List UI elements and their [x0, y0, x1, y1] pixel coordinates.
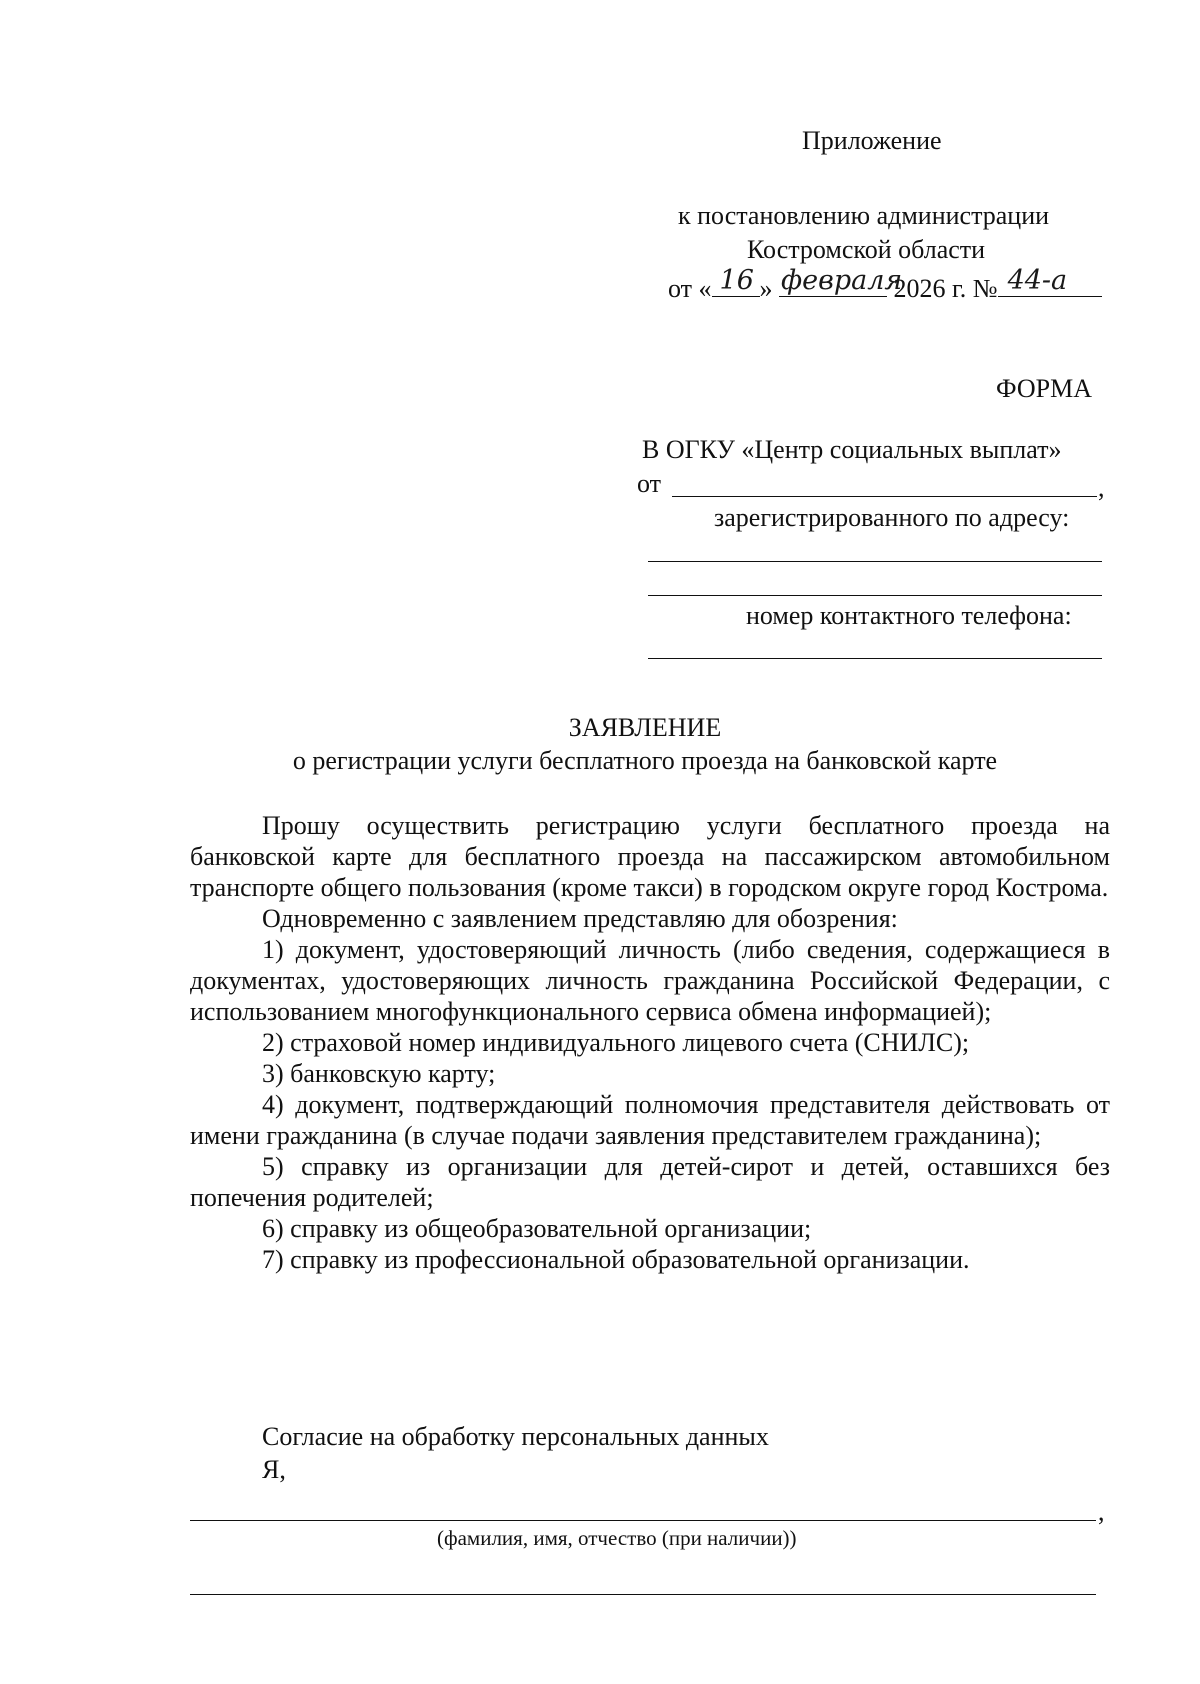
form-label: ФОРМА — [996, 374, 1092, 403]
document-item-4: 4) документ, подтверждающий полномочия представителя действовать от имени гражданина (в случае подачи заявления представителем гражданина); — [190, 1090, 1110, 1150]
address-line-2 — [648, 595, 1102, 596]
appendix-label: Приложение — [802, 126, 942, 155]
date-prefix: от « — [668, 274, 712, 303]
consent-i-label: Я, — [262, 1455, 286, 1484]
phone-label: номер контактного телефона: — [746, 601, 1072, 630]
fio-caption: (фамилия, имя, отчество (при наличии)) — [437, 1526, 797, 1550]
phone-line — [648, 658, 1102, 659]
document-item-1: 1) документ, удостоверяющий личность (либо сведения, содержащиеся в документах, удостоверяющих личность гражданина Российской Федерации, с использованием многофункционального сервиса обмена информацией); — [190, 935, 1110, 1026]
consent-second-line — [190, 1594, 1096, 1595]
consent-name-line — [190, 1520, 1096, 1521]
registered-address-label: зарегистрированного по адресу: — [714, 503, 1070, 532]
statement-subheading: о регистрации услуги бесплатного проезда на банковской карте — [292, 746, 998, 775]
consent-line-suffix: , — [1098, 1497, 1105, 1526]
region-line: Костромской области — [747, 235, 986, 264]
document-item-3: 3) банковскую карту; — [262, 1059, 496, 1088]
statement-body — [190, 810, 1110, 1275]
date-year: 2026 г. № — [893, 274, 998, 303]
date-day-field — [712, 265, 760, 297]
request-paragraph: Прошу осуществить регистрацию услуги бесплатного проезда на банковской карте для бесплатного проезда на пассажирском автомобильном транспорте общего пользования (кроме такси) в городском округе город Кострома. — [190, 811, 1110, 902]
date-mid: » — [759, 274, 773, 303]
date-number-field — [998, 265, 1102, 297]
document-item-2: 2) страховой номер индивидуального лицевого счета (СНИЛС); — [262, 1028, 970, 1057]
addressee-name-line — [672, 496, 1097, 497]
date-month-handwritten: февраля — [781, 265, 903, 296]
addressee-to-line: В ОГКУ «Центр социальных выплат» — [642, 435, 1062, 464]
addressee-from-suffix: , — [1098, 473, 1105, 502]
document-item-5: 5) справку из организации для детей-сирот и детей, оставшихся без попечения родителей; — [190, 1152, 1110, 1212]
resolution-line: к постановлению администрации — [678, 201, 1050, 230]
address-line-1 — [648, 561, 1102, 562]
document-item-7: 7) справку из профессиональной образовательной организации. — [262, 1245, 970, 1274]
date-number-handwritten: 44-а — [1007, 265, 1068, 296]
documents-intro: Одновременно с заявлением представляю для обозрения: — [262, 904, 898, 933]
date-day-handwritten: 16 — [719, 265, 754, 296]
document-item-6: 6) справку из общеобразовательной организации; — [262, 1214, 812, 1243]
addressee-from-label: от — [637, 469, 662, 498]
date-month-field — [779, 265, 903, 297]
consent-heading: Согласие на обработку персональных данных — [262, 1422, 769, 1451]
statement-heading: ЗАЯВЛЕНИЕ — [568, 713, 722, 742]
resolution-date-line — [668, 265, 1102, 303]
